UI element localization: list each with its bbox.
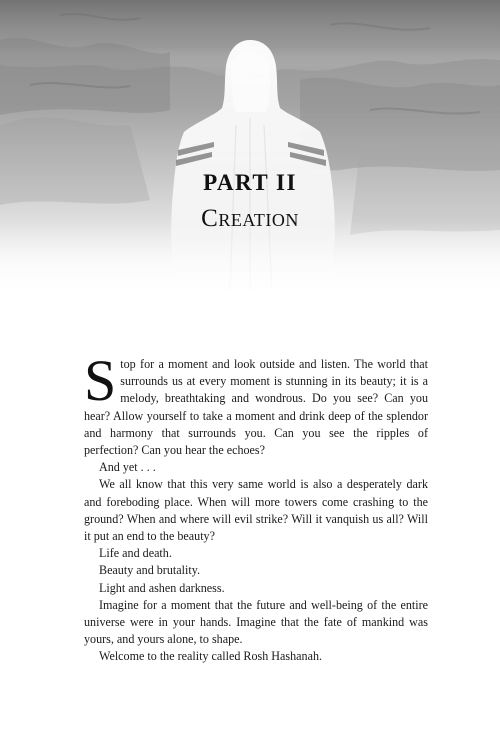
chapter-body: [84, 348, 428, 666]
praying-figure-illustration: [0, 0, 500, 300]
paragraph-3: We all know that this very same world is also a desperately dark and foreboding place. When will more towers come crashing to the ground? When and where will evil strike? Will it vanquish us all? Will it put an end to the beauty?: [84, 477, 428, 544]
header-image: [0, 0, 500, 300]
part-title: [0, 205, 500, 233]
part-title-initial: C: [201, 205, 219, 232]
part-number: PART II: [203, 170, 297, 195]
paragraph-7: Imagine for a moment that the future and well-being of the entire universe were in your hands. Imagine that the fate of mankind was yours, and yours alone, to shape.: [84, 597, 428, 647]
part-title-rest: REATION: [218, 210, 299, 230]
paragraph-2: And yet . . .: [99, 460, 156, 475]
paragraph-1: [84, 348, 428, 459]
paragraph-4: Life and death.: [99, 546, 172, 561]
paragraph-6: Light and ashen darkness.: [99, 580, 225, 595]
paragraph-8: Welcome to the reality called Rosh Hashanah.: [99, 649, 323, 664]
paragraph-1-text: top for a moment and look outside and listen. The world that surrounds us at every moment is stunning in its beauty; it is a melody, breathtaking and wondrous. Do you see? Can you hear? Allow yourself to take a moment and drink deep of the splendor and harmony that surrounds you. Can you see the ripples of perfection? Can you hear the echoes?: [84, 357, 428, 458]
paragraph-5: Beauty and brutality.: [99, 563, 200, 578]
drop-cap: S: [84, 348, 117, 413]
